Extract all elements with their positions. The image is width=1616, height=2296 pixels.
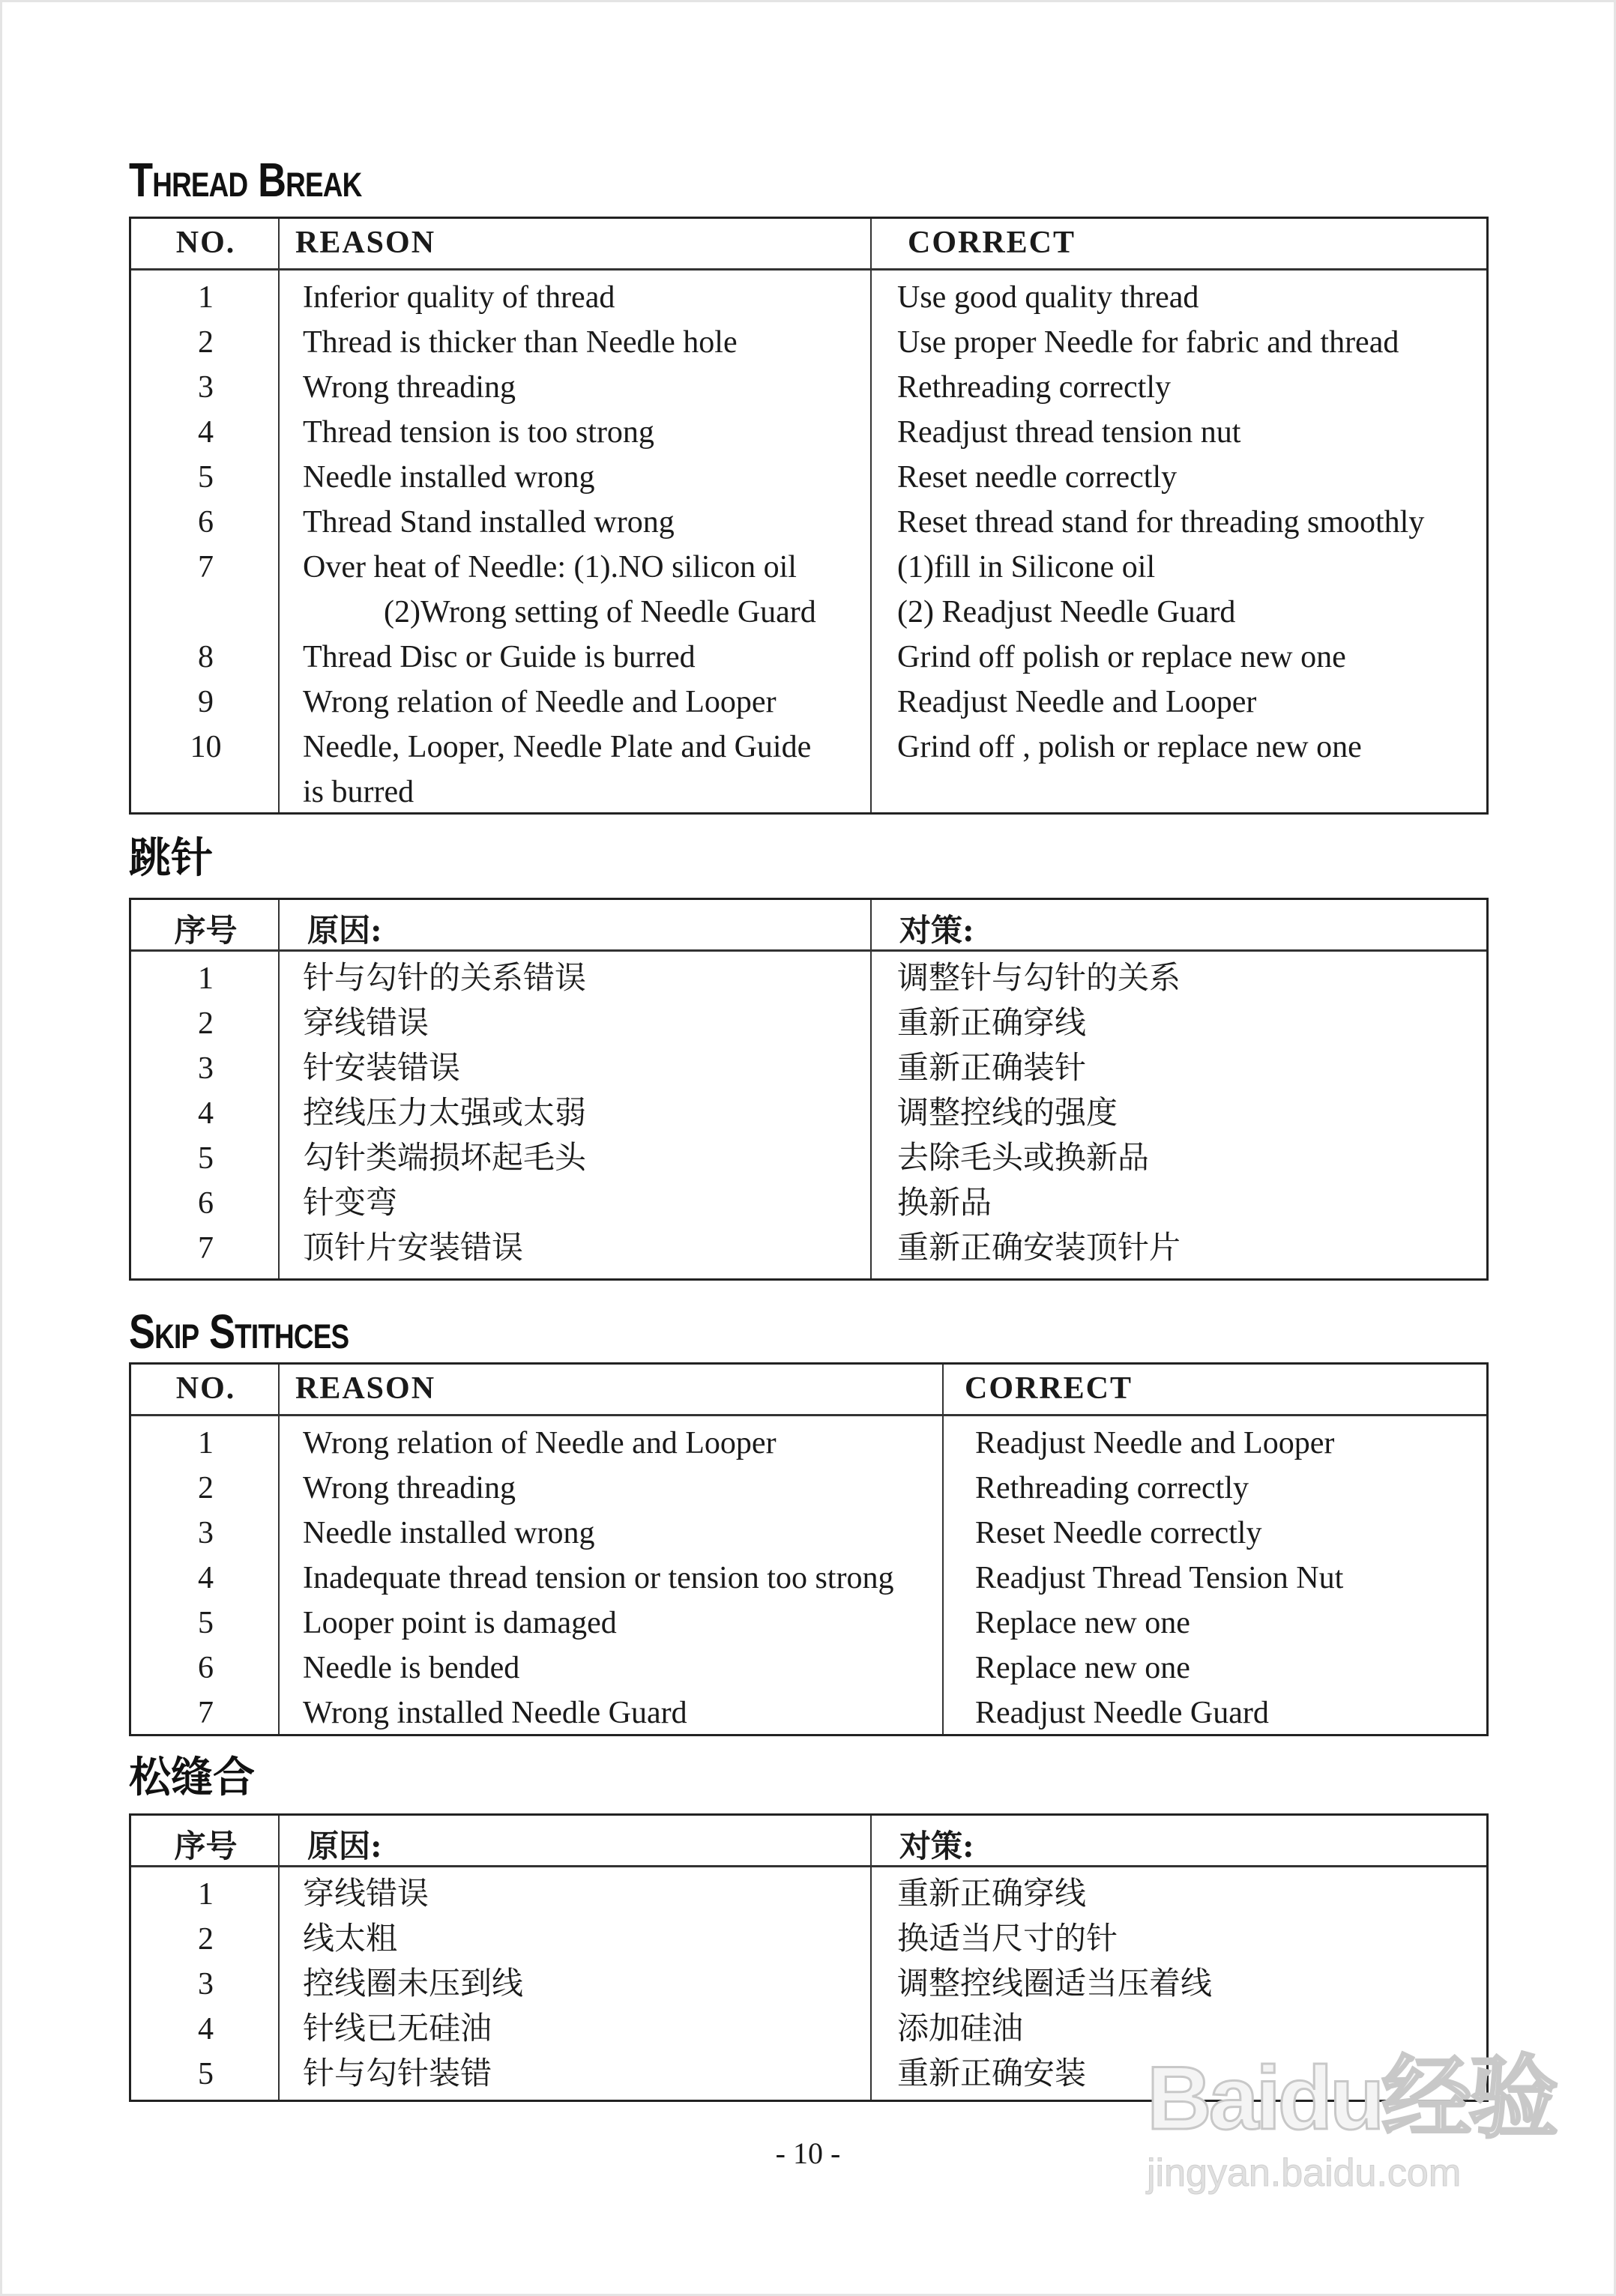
row-reason: (2)Wrong setting of Needle Guard: [384, 595, 816, 629]
table-row: [131, 1226, 1486, 1271]
troubleshooting-table: [129, 217, 1489, 815]
table-row: [131, 1001, 1486, 1046]
table-row: [131, 1917, 1486, 1962]
table-row: [131, 455, 1486, 500]
row-correct: Readjust Needle Guard: [975, 1696, 1269, 1730]
row-correct: 重新正确安装: [897, 2057, 1087, 2091]
row-correct: 调整控线的强度: [897, 1096, 1118, 1131]
header-reason: REASON: [295, 226, 436, 260]
row-reason: Inadequate thread tension or tension too strong: [303, 1561, 894, 1595]
section-title: Skip Stithces: [129, 1305, 349, 1359]
row-number: 1: [198, 961, 214, 996]
row-number: 2: [198, 325, 214, 360]
row-reason: Wrong relation of Needle and Looper: [303, 1426, 777, 1460]
row-number: 4: [198, 415, 214, 450]
header-reason: 原因:: [307, 1828, 382, 1864]
row-correct: Rethreading correctly: [975, 1471, 1249, 1505]
header-correct: CORRECT: [965, 1371, 1133, 1406]
table-row: [131, 1136, 1486, 1181]
row-correct: Readjust Needle and Looper: [897, 685, 1257, 719]
row-correct: Replace new one: [975, 1651, 1190, 1685]
row-reason: Wrong threading: [303, 370, 516, 405]
row-reason: 针与勾针装错: [303, 2057, 492, 2091]
table-row: [131, 1511, 1486, 1556]
table-row: [131, 275, 1486, 320]
table-body: [131, 1416, 1486, 1735]
table-row: [131, 1691, 1486, 1735]
row-number: 6: [198, 505, 214, 540]
row-number: 2: [198, 1006, 214, 1041]
row-reason: Looper point is damaged: [303, 1606, 617, 1640]
row-correct: Use proper Needle for fabric and thread: [897, 325, 1399, 360]
row-reason: 针安装错误: [303, 1051, 461, 1086]
row-number: 3: [198, 370, 214, 405]
row-correct: 调整针与勾针的关系: [897, 961, 1181, 996]
table-row: [131, 770, 1486, 815]
table-row: [131, 680, 1486, 725]
row-number: 8: [198, 640, 214, 674]
row-number: 2: [198, 1922, 214, 1957]
row-reason: Thread tension is too strong: [303, 415, 654, 450]
table-header: [131, 1365, 1486, 1416]
table-body: [131, 271, 1486, 815]
table-row: [131, 1556, 1486, 1601]
table-row: [131, 500, 1486, 545]
header-correct: CORRECT: [908, 226, 1076, 260]
header-no: 序号: [174, 912, 238, 949]
table-row: [131, 635, 1486, 680]
section-title: 松缝合: [129, 1753, 255, 1802]
row-correct: 调整控线圈适当压着线: [897, 1967, 1213, 2002]
row-reason: 线太粗: [303, 1922, 398, 1957]
row-correct: (2) Readjust Needle Guard: [897, 595, 1236, 629]
row-correct: 添加硅油: [897, 2012, 1024, 2046]
row-number: 1: [198, 1426, 214, 1460]
header-no: NO.: [175, 226, 236, 260]
row-number: 3: [198, 1967, 214, 2002]
table-row: [131, 590, 1486, 635]
table-header: [131, 900, 1486, 952]
row-reason: 针线已无硅油: [303, 2012, 492, 2046]
row-reason: Needle installed wrong: [303, 1516, 595, 1550]
row-correct: 重新正确安装顶针片: [897, 1231, 1181, 1266]
row-reason: Over heat of Needle: (1).NO silicon oil: [303, 550, 797, 584]
row-reason: Thread is thicker than Needle hole: [303, 325, 738, 360]
row-reason: Needle installed wrong: [303, 460, 595, 495]
row-correct: 重新正确穿线: [897, 1877, 1087, 1912]
row-reason: 控线压力太强或太弱: [303, 1096, 587, 1131]
row-number: 5: [198, 2057, 214, 2091]
row-reason: 顶针片安装错误: [303, 1231, 524, 1266]
table-row: [131, 1646, 1486, 1691]
row-number: 7: [198, 1696, 214, 1730]
row-reason: Inferior quality of thread: [303, 280, 615, 315]
header-no: 序号: [174, 1828, 238, 1864]
row-correct: 换适当尺寸的针: [897, 1922, 1118, 1957]
row-number: 3: [198, 1516, 214, 1550]
row-number: 2: [198, 1471, 214, 1505]
row-reason: 穿线错误: [303, 1877, 429, 1912]
row-number: 7: [198, 550, 214, 584]
row-correct: 去除毛头或换新品: [897, 1141, 1150, 1176]
section-title: 跳针: [129, 834, 213, 883]
row-number: 3: [198, 1051, 214, 1086]
table-row: [131, 545, 1486, 590]
troubleshooting-table: [129, 898, 1489, 1281]
table-row: [131, 1181, 1486, 1226]
row-number: 5: [198, 1606, 214, 1640]
row-correct: Grind off polish or replace new one: [897, 640, 1346, 674]
table-row: [131, 1421, 1486, 1466]
row-correct: Grind off , polish or replace new one: [897, 730, 1362, 764]
row-correct: 重新正确穿线: [897, 1006, 1087, 1041]
table-row: [131, 1046, 1486, 1091]
table-header: [131, 219, 1486, 271]
table-row: [131, 1091, 1486, 1136]
row-reason: Needle is bended: [303, 1651, 520, 1685]
row-reason: is burred: [303, 775, 414, 809]
table-row: [131, 1601, 1486, 1646]
row-number: 7: [198, 1231, 214, 1266]
row-correct: Readjust thread tension nut: [897, 415, 1241, 450]
table-row: [131, 320, 1486, 365]
row-number: 1: [198, 280, 214, 315]
row-reason: Needle, Looper, Needle Plate and Guide: [303, 730, 812, 764]
row-number: 5: [198, 1141, 214, 1176]
row-reason: 针与勾针的关系错误: [303, 961, 587, 996]
header-no: NO.: [175, 1371, 236, 1406]
row-correct: 换新品: [897, 1186, 992, 1221]
table-row: [131, 2007, 1486, 2052]
row-number: 4: [198, 2012, 214, 2046]
watermark-url: jingyan.baidu.com: [1147, 2151, 1462, 2195]
row-correct: Reset Needle correctly: [975, 1516, 1262, 1550]
row-number: 6: [198, 1186, 214, 1221]
row-reason: Wrong installed Needle Guard: [303, 1696, 687, 1730]
row-reason: Wrong threading: [303, 1471, 516, 1505]
row-number: 1: [198, 1877, 214, 1912]
section-title: Thread Break: [129, 153, 362, 207]
row-reason: 勾针类端损坏起毛头: [303, 1141, 587, 1176]
table-row: [131, 410, 1486, 455]
table-body: [131, 952, 1486, 1271]
row-number: 4: [198, 1096, 214, 1131]
table-row: [131, 365, 1486, 410]
row-correct: Rethreading correctly: [897, 370, 1171, 405]
row-correct: (1)fill in Silicone oil: [897, 550, 1156, 584]
row-number: 6: [198, 1651, 214, 1685]
table-row: [131, 1962, 1486, 2007]
row-reason: Wrong relation of Needle and Looper: [303, 685, 777, 719]
table-header: [131, 1816, 1486, 1867]
watermark-logo: Baidu经验: [1147, 2048, 1556, 2148]
row-number: 5: [198, 460, 214, 495]
header-correct: 对策:: [899, 912, 974, 949]
table-row: [131, 956, 1486, 1001]
row-reason: 针变弯: [303, 1186, 398, 1221]
row-correct: Use good quality thread: [897, 280, 1199, 315]
row-correct: Reset needle correctly: [897, 460, 1178, 495]
table-row: [131, 1872, 1486, 1917]
header-correct: 对策:: [899, 1828, 974, 1864]
baidu-watermark: [1147, 2048, 1556, 2196]
row-correct: Reset thread stand for threading smoothly: [897, 505, 1425, 540]
troubleshooting-table: [129, 1362, 1489, 1736]
row-reason: 控线圈未压到线: [303, 1967, 524, 2002]
table-row: [131, 1466, 1486, 1511]
header-reason: 原因:: [307, 912, 382, 949]
page-number: - 10 -: [775, 2136, 841, 2170]
row-correct: Readjust Needle and Looper: [975, 1426, 1335, 1460]
row-reason: Thread Disc or Guide is burred: [303, 640, 696, 674]
row-correct: Replace new one: [975, 1606, 1190, 1640]
header-reason: REASON: [295, 1371, 436, 1406]
row-reason: Thread Stand installed wrong: [303, 505, 675, 540]
row-number: 10: [190, 730, 222, 764]
row-number: 9: [198, 685, 214, 719]
row-correct: 重新正确装针: [897, 1051, 1087, 1086]
table-row: [131, 725, 1486, 770]
row-correct: Readjust Thread Tension Nut: [975, 1561, 1344, 1595]
row-reason: 穿线错误: [303, 1006, 429, 1041]
row-number: 4: [198, 1561, 214, 1595]
